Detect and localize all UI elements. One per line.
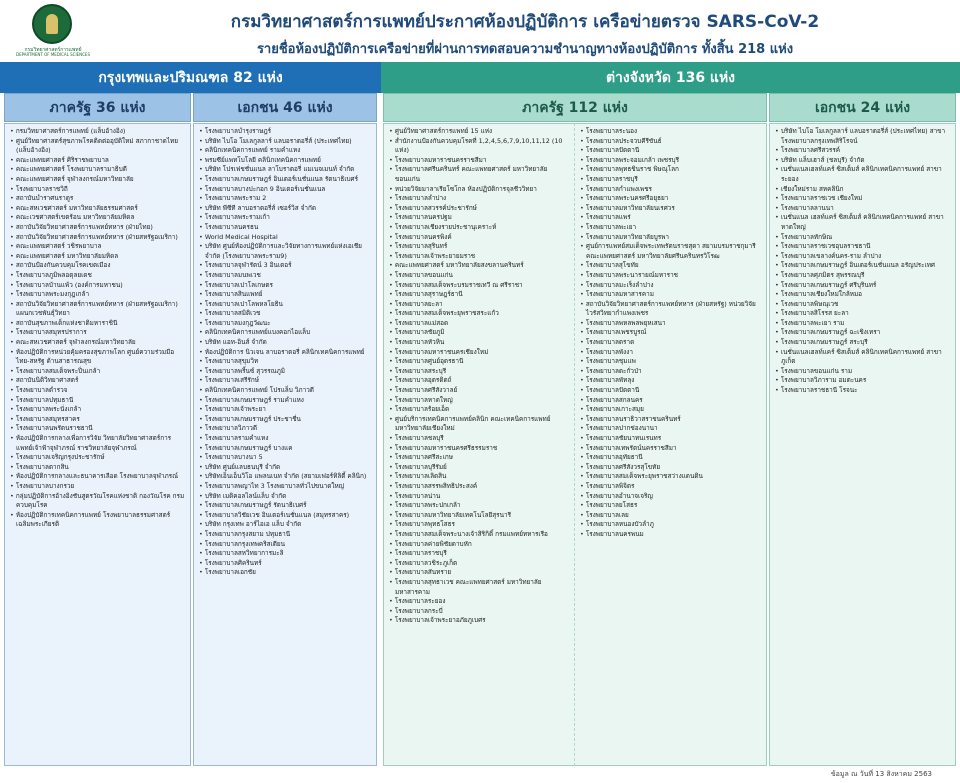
lab-list-item: • โรงพยาบาลน่าน (389, 492, 571, 502)
lab-list-item: • โรงพยาบาลราชธานี โรจนะ (775, 386, 952, 396)
lab-list-item: • คณะเวชศาสตร์เขตร้อน มหาวิทยาลัยมหิดล (10, 213, 187, 223)
lab-list-item: • โรงพยาบาลวิภาราม อมตะนคร (775, 376, 952, 386)
data-date-note: ข้อมูล ณ วันที่ 13 สิงหาคม 2563 (830, 770, 932, 778)
lab-list-item: • ศูนย์บริการเทคนิคการแพทย์คลินิก คณะเทคนิคการแพทย์ มหาวิทยาลัยเชียงใหม่ (389, 415, 571, 434)
lab-list-item: • สถาบันป้องกันควบคุมโรคเขตเมือง (10, 261, 187, 271)
lab-list-item: • โรงพยาบาลตะกั่วป่า (580, 367, 763, 377)
lab-list-item: • โรงพยาบาลกำแพงเพชร (580, 185, 763, 195)
lab-list-item: • สถาบันวิจัยวิทยาศาสตร์การแพทย์ทหาร (ฝ่ายสหรัฐอเมริกา) แผนกเวชพันธุ์วิทยา (10, 300, 187, 319)
lab-list-item: • โรงพยาบาลศุภมิตร สุพรรณบุรี (775, 271, 952, 281)
lab-list-item: • โรงพยาบาลสหวิทยาการมะลิ (199, 549, 373, 559)
lab-list-item: • โรงพยาบาลมหาสารคาม (580, 290, 763, 300)
lab-list-item: • โรงพยาบาลบางกรวย (10, 482, 187, 492)
list-provinces-private (769, 123, 956, 766)
lab-list-item: • โรงพยาบาลยะลา (389, 300, 571, 310)
lab-list-item: • โรงพยาบาลบ้านแพ้ว (องค์การมหาชน) (10, 281, 187, 291)
subheader-bangkok-government: ภาครัฐ 36 แห่ง (4, 93, 191, 122)
lab-list-item: • โรงพยาบาลจุฬารัตน์ 3 อินเตอร์ (199, 261, 373, 271)
lab-list-item: • สำนักงานป้องกันควบคุมโรคที่ 1,2,4,5,6,7,9,10,11,12 (10 แห่ง) (389, 137, 571, 156)
lab-list-item: • เนชั่นแนลเฮลท์แคร์ ซิสเต็มส์ คลินิกเทคนิคการแพทย์ สาขาภูเก็ต (775, 348, 952, 367)
lab-list-item: • โรงพยาบาลเจ้าพระยาอภัยภูเบศร (389, 616, 571, 626)
lab-list-item: • โรงพยาบาลสมเด็จพระปิ่นเกล้า (10, 367, 187, 377)
lab-list-item: • กลุ่มปฏิบัติการอ้างอิงชันสูตรวัณโรคแห่งชาติ กองวัณโรค กรมควบคุมโรค (10, 492, 187, 511)
lab-list-item: • โรงพยาบาลวชิระภูเก็ต (389, 559, 571, 569)
lab-list-item: • โรงพยาบาลเกาะสมุย (580, 405, 763, 415)
lab-list-item: • โรงพยาบาลเชียงรายประชานุเคราะห์ (389, 223, 571, 233)
lab-list-item: • โรงพยาบาลระยอง (389, 597, 571, 607)
lab-list-item: • โรงพยาบาลเพชรบูรณ์ (580, 328, 763, 338)
lab-list-item: • โรงพยาบาลพระจอมเกล้า เพชรบุรี (580, 156, 763, 166)
lab-list-item: • เนชั่นแนลเฮลท์แคร์ ซิสเต็มส์ คลินิกเทคนิคการแพทย์ สาขาระยอง (775, 165, 952, 184)
lab-list-item: • โรงพยาบาลตราด (580, 338, 763, 348)
lab-list-item: • โรงพยาบาลราชเวชอุบลราชธานี (775, 242, 952, 252)
lab-list-item: • โรงพยาบาลค่ายพิชัยดาบหัก (389, 540, 571, 550)
lab-list-item: • โรงพยาบาลเกษมราษฎร์ อินเตอร์เนชั่นแนล รัตนาธิเบศร์ (199, 175, 373, 185)
lab-list-item: • โรงพยาบาลเอกชัย (199, 568, 373, 578)
lab-list-item: • คณะสหเวชศาสตร์ มหาวิทยาลัยธรรมศาสตร์ (10, 204, 187, 214)
lab-list-item: • โรงพยาบาลมหาวิทยาลัยนเรศวร (580, 204, 763, 214)
lab-list-item: • โรงพยาบาลขอนแก่น ราม (775, 367, 952, 377)
lab-list-item: • โรงพยาบาลราชวิถี (10, 185, 187, 195)
lab-list-item: • โรงพยาบาลปัตตานี (580, 386, 763, 396)
lab-list-item: • โรงพยาบาลบางนา 5 (199, 453, 373, 463)
lab-list-item: • ห้องปฏิบัติการกลางเพื่อการวิจัย วิทยาลัยวิทยาศาสตร์การแพทย์เจ้าฟ้าจุฬาภรณ์ ราชวิทยาลัยจุฬาภรณ์ (10, 434, 187, 453)
lab-list-item: • โรงพยาบาลมหาวิทยาลัยบูรพา (580, 233, 763, 243)
lab-list-item: • โรงพยาบาลสมเด็จพระยุพราชสระแก้ว (389, 309, 571, 319)
list-bangkok-government (4, 123, 191, 766)
lab-list-item: • โรงพยาบาลลำปาง (389, 194, 571, 204)
subheader-provinces-private: เอกชน 24 แห่ง (769, 93, 956, 122)
lab-list-item: • โรงพยาบาลพิษณุเวช (775, 300, 952, 310)
lab-list-item: • โรงพยาบาลพริ้นซ์ สุวรรณภูมิ (199, 367, 373, 377)
lab-list-item: • สถาบันวิจัยวิทยาศาสตร์การแพทย์ทหาร (ฝ่ายสหรัฐ) หน่วยวิจัยไวรัสวิทยากำแพงเพชร (580, 300, 763, 319)
lab-list-item: • โรงพยาบาลชัยนาทนเรนทร (580, 434, 763, 444)
lab-list-item: • โรงพยาบาลสกลนคร (580, 396, 763, 406)
lab-list-item: • บริษัท ศูนย์ห้องปฏิบัติการและวิจัยทางการแพทย์แห่งเอเชีย จำกัด (โรงพยาบาลพระราม9) (199, 242, 373, 261)
lab-list-item: • โรงพยาบาลบำรุงราษฎร์ (199, 127, 373, 137)
lab-list-item: • โรงพยาบาลสันทราย (389, 568, 571, 578)
list-provinces-government-a (383, 123, 574, 766)
lab-list-item: • โรงพยาบาลพระนารายณ์มหาราช (580, 271, 763, 281)
lab-list-item: • โรงพยาบาลศิครินทร์ (199, 559, 373, 569)
lab-list-item: • โรงพยาบาลพุทธโสธร (389, 520, 571, 530)
lab-list-item: • โรงพยาบาลรามคำแหง (199, 434, 373, 444)
lab-list-item: • โรงพยาบาลศรีสะเกษ (389, 453, 571, 463)
lab-list-item: • โรงพยาบาลบุรีรัมย์ (389, 463, 571, 473)
lab-list-item: • โรงพยาบาลอำนาจเจริญ (580, 492, 763, 502)
lab-list-item: • โรงพยาบาลเทพรัตน์นครราชสีมา (580, 444, 763, 454)
lab-list-item: • คณะแพทยศาสตร์ ศิริราชพยาบาล (10, 156, 187, 166)
lab-list-item: • โรงพยาบาลพระราม 2 (199, 194, 373, 204)
lab-list-item: • โรงพยาบาลเกษมราษฎร์ ฉะเชิงเทรา (775, 328, 952, 338)
lab-list-item: • โรงพยาบาลสุทธาเวช คณะแพทยศาสตร์ มหาวิทยาลัยมหาสารคาม (389, 578, 571, 597)
lab-list-item: • โรงพยาบาลนราธิวาสราชนครินทร์ (580, 415, 763, 425)
lab-list-item: • ห้องปฏิบัติการเทคนิคการแพทย์ โรงพยาบาลธรรมศาสตร์เฉลิมพระเกียรติ (10, 511, 187, 530)
lab-list-item: • โรงพยาบาลสุรินทร์ (389, 242, 571, 252)
lab-list-item: • โรงพยาบาลสุขุมวิท (199, 357, 373, 367)
lab-list-item: • โรงพยาบาลพุทธชินราช พิษณุโลก (580, 165, 763, 175)
lab-list-item: • หน่วยวิจัยมาลาเรียโซโกล ห้องปฏิบัติการจุลชีววิทยา (389, 185, 571, 195)
lab-list-item: • โรงพยาบาลอุทัยธานี (580, 453, 763, 463)
lab-list-item: • โรงพยาบาลสระบุรี (389, 367, 571, 377)
lab-list-item: • โรงพยาบาลนครพนม (580, 530, 763, 540)
lab-list-item: • โรงพยาบาลนพรัตนราชธานี (10, 424, 187, 434)
lab-list-item: • โรงพยาบาลพระมงกุฎเกล้า (10, 290, 187, 300)
lab-list-item: • ห้องปฏิบัติการกลางและธนาคารเลือด โรงพยาบาลจุฬาภรณ์ (10, 472, 187, 482)
lab-list-item: • โรงพยาบาลสิโรรส ยะลา (775, 309, 952, 319)
lab-list-item: • โรงพยาบาลประจวบคีรีขันธ์ (580, 137, 763, 147)
lab-list-item: • โรงพยาบาลสมเด็จพระนางเจ้าสิริกิติ์ กรมแพทย์ทหารเรือ (389, 530, 571, 540)
lab-list-item: • สถาบันสุขภาพเด็กแห่งชาติมหาราชินี (10, 319, 187, 329)
lab-list-item: • ศูนย์วิทยาศาสตร์การแพทย์ 15 แห่ง (389, 127, 571, 137)
lab-list-item: • โรงพยาบาลพังงา (580, 348, 763, 358)
lab-list-item: • บริษัท ไบโอ โมเลกูลลาร์ แลบอราตอรี่ส์ (ประเทศไทย) (199, 137, 373, 147)
lab-list-item: • โรงพยาบาลพะเยา (580, 223, 763, 233)
lab-list-item: • สถาบันบำราศนราดูร (10, 194, 187, 204)
lab-list-item: • World Medical Hospital (199, 233, 373, 243)
lab-list-item: • โรงพยาบาลเจริญกรุงประชารักษ์ (10, 453, 187, 463)
lab-list-item: • โรงพยาบาลบางปะกอก 9 อินเตอร์เนชั่นแนล (199, 185, 373, 195)
lab-list-item: • โรงพยาบาลปทุมธานี (10, 396, 187, 406)
lab-list-item: • โรงพยาบาลนครปฐม (389, 213, 571, 223)
lab-list-item: • โรงพยาบาลหนองบัวลำภู (580, 520, 763, 530)
lab-list-item: • โรงพยาบาลสรรพสิทธิประสงค์ (389, 482, 571, 492)
lab-list-item: • คลินิกเทคนิคการแพทย์แบงคอกไอแล็บ (199, 328, 373, 338)
lab-list-item: • โรงพยาบาลเลิดสิน (389, 472, 571, 482)
lab-list-item: • คณะแพทยศาสตร์ วชิรพยาบาล (10, 242, 187, 252)
lab-list-item: • โรงพยาบาลราชบุรี (389, 549, 571, 559)
lab-list-item: • สถาบันวิจัยวิทยาศาสตร์การแพทย์ทหาร (ฝ่ายสหรัฐอเมริกา) (10, 233, 187, 243)
lab-list-item: • โรงพยาบาลมะเร็งลำปาง (580, 281, 763, 291)
lab-list-item: • โรงพยาบาลสมุทรปราการ (10, 328, 187, 338)
lab-list-item: • ศูนย์การแพทย์สมเด็จพระเทพรัตนราชสุดา สยามบรมราชกุมารี คณะแพทยศาสตร์ มหาวิทยาลัยศรีนครินทรวิโรฒ (580, 242, 763, 261)
lab-list-item: • โรงพยาบาลมนพเวช (199, 271, 373, 281)
lab-list-item: • โรงพยาบาลเกษมราษฎร์ ประชาชื่น (199, 415, 373, 425)
lab-list-item: • สถาบันวิจัยวิทยาศาสตร์การแพทย์ทหาร (ฝ่ายไทย) (10, 223, 187, 233)
lab-list-item: • โรงพยาบาลเจ้าพระยายมราช (389, 252, 571, 262)
lab-list-item: • โรงพยาบาลพิจิตร (580, 482, 763, 492)
lab-list-item: • โรงพยาบาลศรีสังวรสุโขทัย (580, 463, 763, 473)
subheader-provinces-government: ภาครัฐ 112 แห่ง (383, 93, 767, 122)
lab-list-item: • โรงพยาบาลมหาวิทยาลัยเทคโนโลยีสุรนารี (389, 511, 571, 521)
lab-list-item: • โรงพยาบาลวิภาวดี (199, 424, 373, 434)
lab-list-item: • โรงพยาบาลทักษิณ (775, 233, 952, 243)
lab-list-item: • โรงพยาบาลอุตรดิตถ์ (389, 376, 571, 386)
lab-list-item: • โรงพยาบาลชุมแพ (580, 357, 763, 367)
lab-list-item: • โรงพยาบาลระนอง (580, 127, 763, 137)
lab-list-item: • โรงพยาบาลภูมิพลอดุลยเดช (10, 271, 187, 281)
lab-list-item: • โรงพยาบาลเกษมราษฎร์ อินเตอร์เนชั่นแนล อรัญประเทศ (775, 261, 952, 271)
logo-text-english: DEPARTMENT OF MEDICAL SCIENCES (16, 52, 90, 57)
lab-list-item: • โรงพยาบาลพัทลุง (580, 376, 763, 386)
lab-list-item: • โรงพยาบาลมหาราชนครเชียงใหม่ (389, 348, 571, 358)
lab-list-item: • บริษัท พีซีที ลาบอราตอรี่ส์ เซอร์วิส จำกัด (199, 204, 373, 214)
group-header-provinces: ต่างจังหวัด 136 แห่ง (381, 62, 960, 93)
lab-list-item: • โรงพยาบาลเสรีรักษ์ (199, 376, 373, 386)
lab-list-item: • โรงพยาบาลชัยภูมิ (389, 328, 571, 338)
lab-list-item: • บริษัทเอ็นเอ็นวิโอ แพลนเนท จำกัด (สยามเฟอร์ทิลิตี้ คลินิก) (199, 472, 373, 482)
lab-list-item: • โรงพยาบาลเชียงใหม่ใกล้หมอ (775, 290, 952, 300)
lab-list-item: • โรงพยาบาลปากช่องนานา (580, 424, 763, 434)
page-subtitle: รายชื่อห้องปฏิบัติการเครือข่ายที่ผ่านการทดสอบความชำนาญทางห้องปฏิบัติการ ทั้งสิ้น 218 แห่ง (256, 42, 794, 57)
list-bangkok-private (193, 123, 377, 766)
lab-list-item: • เชียงใหม่ราม สหคลินิก (775, 185, 952, 195)
lab-list-item: • โรงพยาบาลกรุงเทพคริสเตียน (199, 540, 373, 550)
lab-list-item: • โรงพยาบาลศูนย์อุดรธานี (389, 357, 571, 367)
lab-list-item: • โรงพยาบาลสมเด็จพระยุพราชสว่างแดนดิน (580, 472, 763, 482)
lab-list-item: • โรงพยาบาลยโสธร (580, 501, 763, 511)
lab-list-item: • โรงพยาบาลแม่สอด (389, 319, 571, 329)
dms-logo (14, 4, 92, 56)
lab-list-item: • ศูนย์วิทยาศาสตร์สุขภาพโรคติดต่ออุบัติใหม่ สภากาชาดไทย (แล็บอ้างอิง) (10, 137, 187, 156)
lab-list-item: • เนชั่นแนล เฮลท์แคร์ ซิสเต็มส์ คลินิกเทคนิคการแพทย์ สาขาหาดใหญ่ (775, 213, 952, 232)
lab-list-item: • โรงพยาบาลเกษมราษฎร์ บางแค (199, 444, 373, 454)
lab-list-item: • บริษัท ศูนย์แลบธนบุรี จำกัด (199, 463, 373, 473)
lab-list-item: • พรมซีย์แพทโบโลยี คลินิกเทคนิคการแพทย์ (199, 156, 373, 166)
lab-list-item: • คณะแพทยศาสตร์ โรงพยาบาลรามาธิบดี (10, 165, 187, 175)
lab-list-item: • กรมวิทยาศาสตร์การแพทย์ (แล็บอ้างอิง) (10, 127, 187, 137)
lab-list-item: • โรงพยาบาลศรีสวรรค์ (775, 146, 952, 156)
lab-list-item: • โรงพยาบาลชลบุรี (389, 434, 571, 444)
lab-list-item: • โรงพยาบาลเกษมราษฎร์ สระบุรี (775, 338, 952, 348)
lab-list-item: • โรงพยาบาลขอนแก่น (389, 271, 571, 281)
lab-list-item: • โรงพยาบาลพะเยา ราม (775, 319, 952, 329)
logo-text-thai: กรมวิทยาศาสตร์การแพทย์ (24, 47, 82, 53)
lab-list-item: • โรงพยาบาลเปาโลพหลโยธิน (199, 300, 373, 310)
lab-list-item: • โรงพยาบาลมงกุฎวัฒนะ (199, 319, 373, 329)
lab-list-item: • โรงพยาบาลพญาไท 3 โรงพยาบาลทั่วไปขนาดใหญ่ (199, 482, 373, 492)
lab-list-item: • โรงพยาบาลหัวหิน (389, 338, 571, 348)
lab-list-item: • โรงพยาบาลนครธน (199, 223, 373, 233)
lab-list-item: • โรงพยาบาลเกษมราษฎร์ รามคำแหง (199, 396, 373, 406)
lab-list-item: • โรงพยาบาลมหาราชนครศรีธรรมราช (389, 444, 571, 454)
lab-list-item: • โรงพยาบาลพระปกเกล้า (389, 501, 571, 511)
lab-list-item: • โรงพยาบาลพระรามเก้า (199, 213, 373, 223)
lab-list-item: • โรงพยาบาลนครพิงค์ (389, 233, 571, 243)
lab-list-item: • บริษัท เมดิคอลไลน์แล็บ จำกัด (199, 492, 373, 502)
dms-seal-icon (32, 4, 72, 44)
lab-list-item: • คณะสหเวชศาสตร์ จุฬาลงกรณ์มหาวิทยาลัย (10, 338, 187, 348)
group-header-bangkok: กรุงเทพและปริมณฑล 82 แห่ง (0, 62, 381, 93)
lab-list-item: • บริษัท กรุงเทพ อาร์ไอเอ แล็บ จำกัด (199, 520, 373, 530)
lab-list-item: • บริษัท ไบโอ โมเลกูลลาร์ แลบอราตอรี่ส์ (ประเทศไทย) สาขาโรงพยาบาลกรุงเทพสิริโรจน์ (775, 127, 952, 146)
lab-list-item: • บริษัท โปรเฟชชั่นแนล ลาโบราตอรี่ แมเนจเมนท์ จำกัด (199, 165, 373, 175)
lab-list-item: • โรงพยาบาลสมเด็จพระบรมราชเทวี ณ ศรีราชา (389, 281, 571, 291)
lab-list-item: • โรงพยาบาลกระบี่ (389, 607, 571, 617)
list-provinces-government-b (574, 123, 767, 766)
lab-list-item: • โรงพยาบาลพหลพลพยุหเสนา (580, 319, 763, 329)
lab-list-item: • คณะแพทยศาสตร์ จุฬาลงกรณ์มหาวิทยาลัย (10, 175, 187, 185)
lab-list-item: • โรงพยาบาลสวรรค์ประชารักษ์ (389, 204, 571, 214)
lab-list-item: • โรงพยาบาลสินแพทย์ (199, 290, 373, 300)
lab-list-item: • โรงพยาบาลปัตตานี (580, 146, 763, 156)
subheader-bangkok-private: เอกชน 46 แห่ง (193, 93, 377, 122)
lab-list-item: • ห้องปฏิบัติการ นิวเจน ลาบอราตอรี่ คลินิกเทคนิคการแพทย์ (199, 348, 373, 358)
lab-list-item: • โรงพยาบาลหาดใหญ่ (389, 396, 571, 406)
lab-list-item: • โรงพยาบาลตำรวจ (10, 386, 187, 396)
lab-list-item: • คณะแพทยศาสตร์ มหาวิทยาลัยมหิดล (10, 252, 187, 262)
lab-list-item: • บริษัท แอท-อินส์ จำกัด (199, 338, 373, 348)
lab-list-item: • โรงพยาบาลลานนา (775, 204, 952, 214)
page-title: กรมวิทยาศาสตร์การแพทย์ประกาศห้องปฏิบัติการ เครือข่ายตรวจ SARS-CoV-2 (230, 12, 820, 32)
lab-list-item: • ห้องปฏิบัติการหน่วยคุ้มครองสุขภาพโลก ศูนย์ความร่วมมือไทย-สหรัฐ ด้านสาธารณสุข (10, 348, 187, 367)
lab-list-item: • โรงพยาบาลพระนั่งเกล้า (10, 405, 187, 415)
lab-list-item: • โรงพยาบาลเจ้าพระยา (199, 405, 373, 415)
lab-list-item: • โรงพยาบาลศรีสังวาลย์ (389, 386, 571, 396)
lab-list-item: • โรงพยาบาลเขลางค์นคร-ราม ลำปาง (775, 252, 952, 262)
lab-list-item: • คณะแพทยศาสตร์ มหาวิทยาลัยสงขลานครินทร์ (389, 261, 571, 271)
lab-list-item: • คลินิกเทคนิคการแพทย์ รามคำแหง (199, 146, 373, 156)
lab-list-item: • โรงพยาบาลสมิติเวช (199, 309, 373, 319)
lab-list-item: • โรงพยาบาลสมุทรสาคร (10, 415, 187, 425)
lab-list-item: • โรงพยาบาลร้อยเอ็ด (389, 405, 571, 415)
lab-list-item: • โรงพยาบาลวิชัยเวช อินเตอร์เนชั่นแนล (สมุทรสาคร) (199, 511, 373, 521)
lab-list-item: • คลินิกเทคนิคการแพทย์ โปรแล็บ วิภาวดี (199, 386, 373, 396)
lab-list-item: • โรงพยาบาลกรุงสยาม ปทุมธานี (199, 530, 373, 540)
lab-list-item: • โรงพยาบาลราชเวช เชียงใหม่ (775, 194, 952, 204)
lab-list-item: • โรงพยาบาลสุโขทัย (580, 261, 763, 271)
lab-list-item: • โรงพยาบาลมหาราชนครราชสีมา (389, 156, 571, 166)
header (0, 0, 960, 62)
lab-list-item: • โรงพยาบาลเกษมราษฎร์ ศรีบุรินทร์ (775, 281, 952, 291)
lab-list-item: • โรงพยาบาลแพร่ (580, 213, 763, 223)
lab-list-item: • โรงพยาบาลพระนครศรีอยุธยา (580, 194, 763, 204)
lab-list-item: • โรงพยาบาลศรีนครินทร์ คณะแพทยศาสตร์ มหาวิทยาลัยขอนแก่น (389, 165, 571, 184)
lab-list-item: • โรงพยาบาลเลย (580, 511, 763, 521)
lab-list-item: • โรงพยาบาลราชบุรี (580, 175, 763, 185)
lab-list-item: • โรงพยาบาลตากสิน (10, 463, 187, 473)
lab-list-item: • บริษัท แล็บเฮาส์ (ชลบุรี) จำกัด (775, 156, 952, 166)
lab-list-item: • โรงพยาบาลเปาโลเกษตร (199, 281, 373, 291)
lab-list-item: • โรงพยาบาลสุราษฎร์ธานี (389, 290, 571, 300)
lab-list-item: • โรงพยาบาลเกษมราษฎร์ รัตนาธิเบศร์ (199, 501, 373, 511)
lab-list-item: • สถาบันนิติวิทยาศาสตร์ (10, 376, 187, 386)
